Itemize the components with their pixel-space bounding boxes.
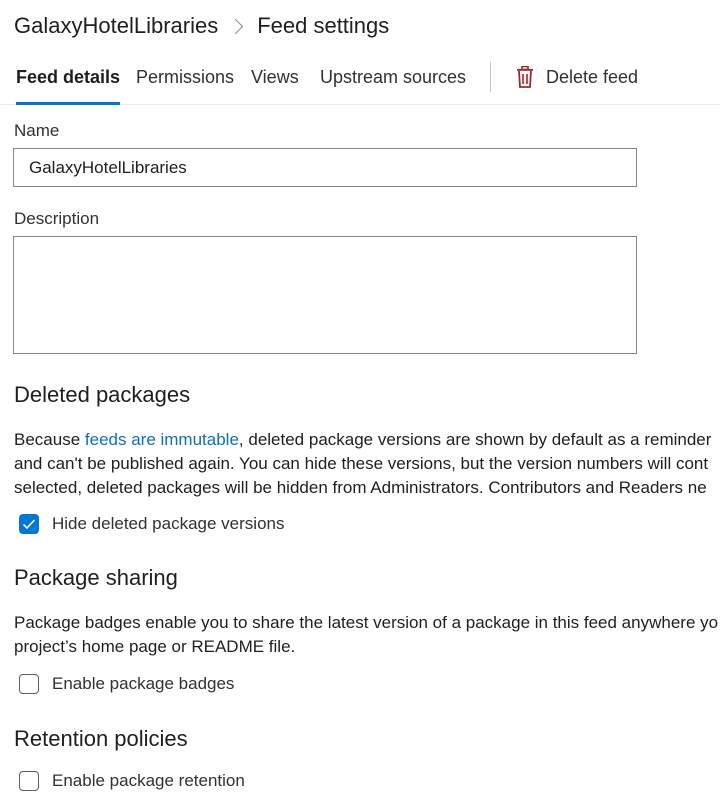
checkbox-label: Enable package badges bbox=[52, 674, 235, 693]
hide-deleted-versions-checkbox[interactable] bbox=[19, 513, 284, 535]
deleted-packages-heading: Deleted packages bbox=[14, 382, 191, 407]
text-line: selected, deleted packages will be hidden from Administrators. Contributors and Readers ne bbox=[14, 478, 707, 497]
name-label: Name bbox=[14, 121, 60, 140]
delete-feed-button[interactable] bbox=[516, 56, 638, 98]
tab-feed-details[interactable] bbox=[16, 56, 120, 104]
text-line bbox=[14, 428, 720, 452]
tab-bar bbox=[0, 56, 720, 105]
name-input[interactable] bbox=[13, 148, 637, 187]
checkbox-label: Enable package retention bbox=[52, 771, 245, 790]
chevron-right-icon bbox=[228, 18, 244, 34]
package-sharing-heading: Package sharing bbox=[14, 565, 178, 590]
text-line: Package badges enable you to share the latest version of a package in this feed anywhere yo bbox=[14, 613, 719, 632]
breadcrumb-feed-link[interactable]: GalaxyHotelLibraries bbox=[14, 13, 219, 38]
text-line: project’s home page or README file. bbox=[14, 637, 296, 656]
package-sharing-description bbox=[14, 611, 720, 659]
feeds-immutable-link[interactable]: feeds are immutable bbox=[84, 430, 239, 449]
retention-policies-heading: Retention policies bbox=[14, 726, 188, 751]
tab-label: Permissions bbox=[136, 66, 235, 87]
tab-permissions[interactable] bbox=[136, 56, 234, 98]
deleted-packages-description bbox=[14, 428, 720, 500]
tab-label: Upstream sources bbox=[320, 66, 467, 87]
text-line: and can't be published again. You can hide these versions, but the version numbers will cont bbox=[14, 454, 709, 473]
tab-label: Views bbox=[251, 66, 299, 87]
enable-package-retention-checkbox[interactable] bbox=[19, 770, 245, 792]
text-segment: Because bbox=[14, 430, 85, 449]
tab-upstream-sources[interactable] bbox=[320, 56, 466, 98]
page-title: Feed settings bbox=[257, 13, 390, 38]
checkbox-label: Hide deleted package versions bbox=[52, 514, 285, 533]
checkmark-icon bbox=[22, 518, 36, 530]
tab-label: Feed details bbox=[16, 66, 121, 87]
delete-feed-label: Delete feed bbox=[546, 66, 639, 87]
description-textarea[interactable] bbox=[13, 236, 637, 354]
tab-views[interactable] bbox=[251, 56, 299, 98]
text-segment: , deleted package versions are shown by default as a reminder bbox=[238, 430, 712, 449]
breadcrumb bbox=[14, 10, 389, 42]
checkbox-box[interactable] bbox=[19, 514, 39, 534]
tab-divider bbox=[490, 62, 491, 92]
checkbox-box[interactable] bbox=[19, 771, 39, 791]
enable-package-badges-checkbox[interactable] bbox=[19, 673, 234, 695]
trash-icon bbox=[516, 66, 534, 88]
description-label: Description bbox=[14, 209, 100, 228]
checkbox-box[interactable] bbox=[19, 674, 39, 694]
